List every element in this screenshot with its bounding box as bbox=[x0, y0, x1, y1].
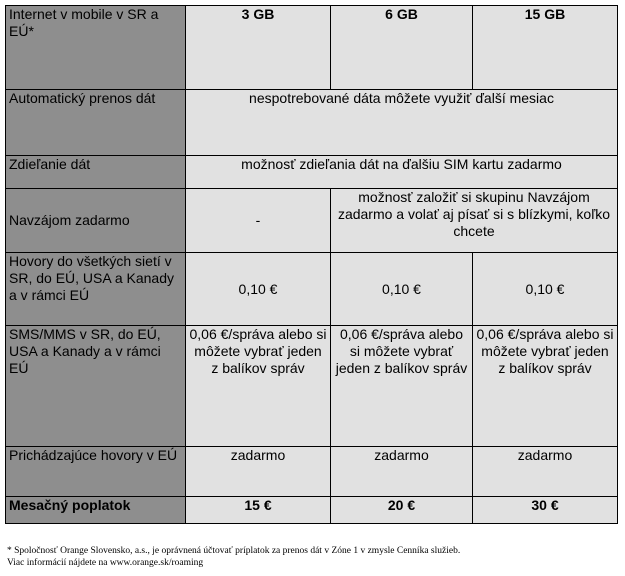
calls-plan2-value: 0,10 € bbox=[331, 253, 473, 326]
plans-table bbox=[5, 5, 618, 524]
monthly-fee-plan1-value: 15 € bbox=[186, 497, 331, 524]
plan-3gb-header: 3 GB bbox=[186, 6, 331, 90]
table-row bbox=[6, 447, 618, 497]
free-group-plans23-value: možnosť založiť si skupinu Navzájom zadarmo a volať aj písať si s blízkymi, koľko chcete bbox=[331, 189, 618, 253]
table-row bbox=[6, 189, 618, 253]
table-row bbox=[6, 90, 618, 156]
monthly-fee-plan2-value: 20 € bbox=[331, 497, 473, 524]
table-row bbox=[6, 497, 618, 524]
footnote-line-1: * Spoločnosť Orange Slovensko, a.s., je oprávnená účtovať príplatok za prenos dát v Zóne 1 v zmysle Cenníka služieb. bbox=[7, 546, 461, 556]
row-label-data-sharing: Zdieľanie dát bbox=[6, 156, 186, 189]
monthly-fee-plan3-value: 30 € bbox=[473, 497, 618, 524]
row-label-free-group: Navzájom zadarmo bbox=[6, 189, 186, 253]
row-label-incoming: Prichádzajúce hovory v EÚ bbox=[6, 447, 186, 497]
sms-plan2-value: 0,06 €/správa alebo si môžete vybrať jeden z balíkov správ bbox=[331, 326, 473, 447]
footnote bbox=[7, 545, 460, 569]
row-label-monthly-fee: Mesačný poplatok bbox=[6, 497, 186, 524]
plan-6gb-header: 6 GB bbox=[331, 6, 473, 90]
sms-plan3-value: 0,06 €/správa alebo si môžete vybrať jeden z balíkov správ bbox=[473, 326, 618, 447]
incoming-plan3-value: zadarmo bbox=[473, 447, 618, 497]
header-row bbox=[6, 6, 618, 90]
incoming-plan2-value: zadarmo bbox=[331, 447, 473, 497]
table-row bbox=[6, 253, 618, 326]
row-label-data-transfer: Automatický prenos dát bbox=[6, 90, 186, 156]
table-row bbox=[6, 156, 618, 189]
calls-plan1-value: 0,10 € bbox=[186, 253, 331, 326]
table-row bbox=[6, 326, 618, 447]
footnote-line-2: Viac informácií nájdete na www.orange.sk/roaming bbox=[7, 558, 204, 568]
incoming-plan1-value: zadarmo bbox=[186, 447, 331, 497]
sms-plan1-value: 0,06 €/správa alebo si môžete vybrať jeden z balíkov správ bbox=[186, 326, 331, 447]
row-label-calls: Hovory do všetkých sietí v SR, do EÚ, USA a Kanady a v rámci EÚ bbox=[6, 253, 186, 326]
free-group-plan1-value: - bbox=[186, 189, 331, 253]
data-sharing-value: možnosť zdieľania dát na ďalšiu SIM kartu zadarmo bbox=[186, 156, 618, 189]
data-transfer-value: nespotrebované dáta môžete využiť ďalší mesiac bbox=[186, 90, 618, 156]
plan-15gb-header: 15 GB bbox=[473, 6, 618, 90]
calls-plan3-value: 0,10 € bbox=[473, 253, 618, 326]
header-label: Internet v mobile v SR a EÚ* bbox=[6, 6, 186, 90]
row-label-sms: SMS/MMS v SR, do EÚ, USA a Kanady a v rámci EÚ bbox=[6, 326, 186, 447]
